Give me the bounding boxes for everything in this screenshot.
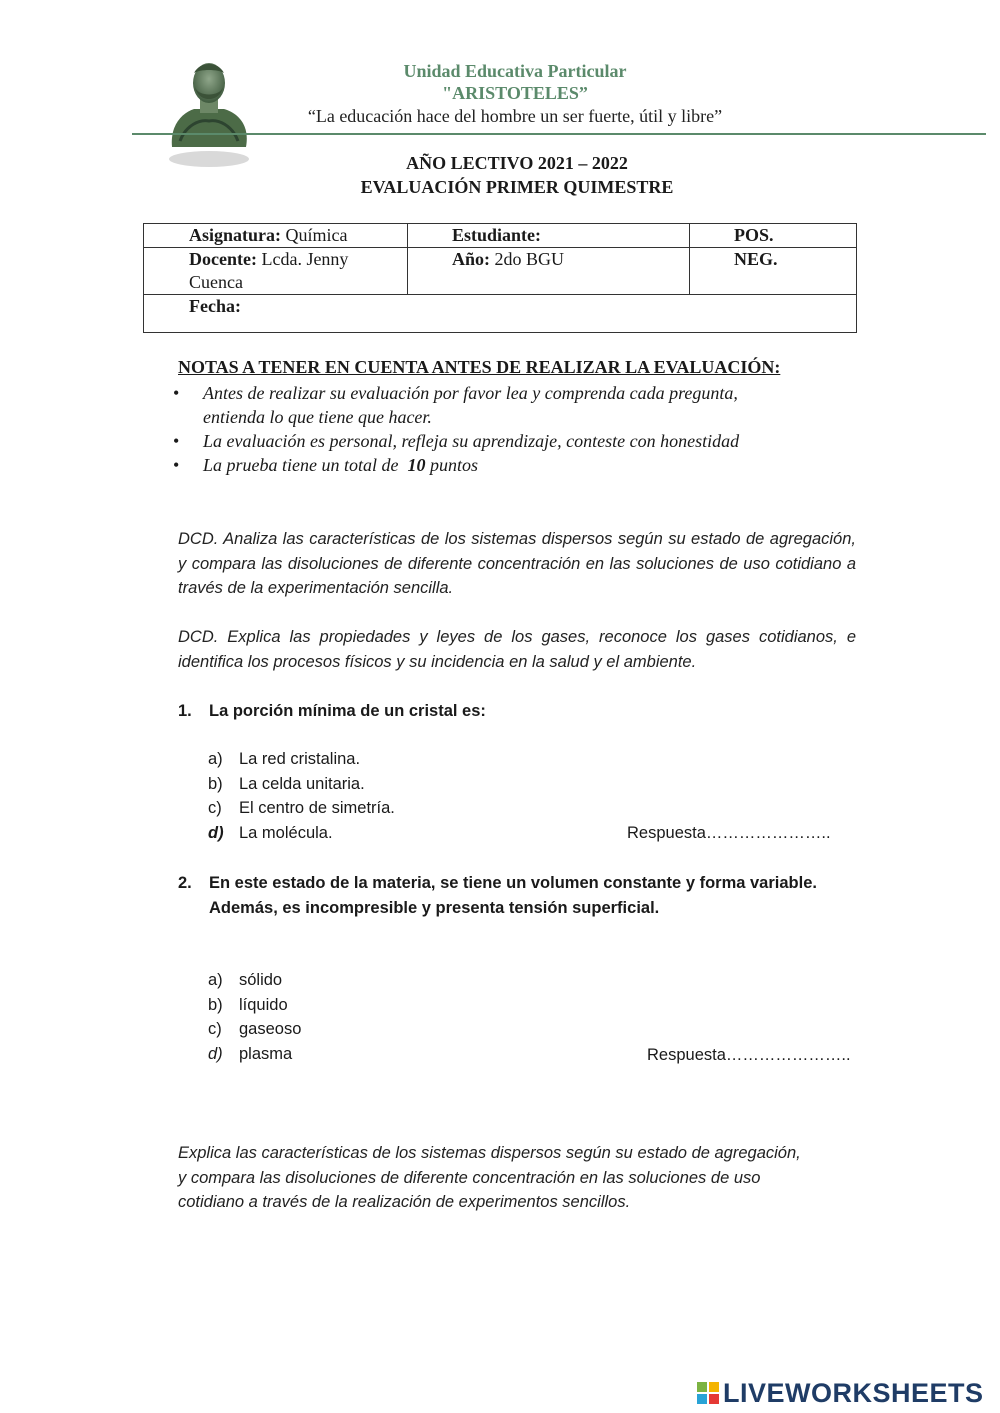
note-item — [170, 429, 860, 453]
subject-value: Química — [281, 225, 348, 245]
brand-name: LIVEWORKSHEETS — [723, 1378, 984, 1408]
student-cell[interactable] — [452, 224, 541, 247]
teacher-cell — [189, 248, 399, 294]
table-divider — [144, 294, 856, 295]
question-text — [178, 871, 868, 920]
question-text-line1: En este estado de la materia, se tiene un volumen constante y forma variable. — [209, 874, 817, 892]
school-motto: “La educación hace del hombre un ser fuerte, útil y libre” — [307, 106, 723, 126]
school-name — [330, 60, 700, 104]
table-divider — [407, 224, 408, 294]
liveworksheets-logo-icon — [697, 1382, 719, 1404]
option-item[interactable] — [208, 821, 395, 846]
pos-label: POS. — [734, 225, 774, 245]
paragraph-line: cotidiano a través de la realización de experimentos sencillos. — [178, 1193, 631, 1211]
option-item[interactable] — [208, 1042, 301, 1067]
option-letter: a) — [208, 750, 223, 768]
option-text: líquido — [239, 995, 288, 1014]
option-letter: c) — [208, 1020, 222, 1038]
grade-cell — [452, 248, 564, 271]
question-2 — [178, 871, 868, 920]
question-1 — [178, 699, 868, 724]
paragraph-line: y compara las disoluciones de diferente concentración en las soluciones de uso — [178, 1168, 761, 1187]
question-1-options — [208, 747, 395, 845]
dcd-paragraph-2: DCD. Explica las propiedades y leyes de los gases, reconoce los gases cotidianos, e identifica los procesos físicos y su incidencia en la salud y el ambiente. — [178, 628, 856, 671]
note-text: entienda lo que tiene que hacer. — [203, 407, 432, 427]
table-divider — [689, 224, 690, 294]
option-text: La molécula. — [239, 823, 333, 842]
option-item[interactable] — [208, 796, 395, 821]
option-item[interactable] — [208, 747, 395, 772]
answer-field-1[interactable]: Respuesta………………….. — [627, 824, 831, 842]
option-text: sólido — [239, 971, 283, 989]
notes-title: NOTAS A TENER EN CUENTA ANTES DE REALIZAR LA EVALUACIÓN: — [178, 357, 781, 377]
option-letter: b) — [208, 995, 223, 1014]
note-text: La evaluación es personal, refleja su aprendizaje, conteste con honestidad — [203, 431, 740, 451]
option-item[interactable] — [208, 772, 395, 797]
grade-value: 2do BGU — [490, 249, 565, 269]
option-text: La celda unitaria. — [239, 774, 365, 793]
subject-label: Asignatura: — [189, 225, 282, 245]
option-text: El centro de simetría. — [239, 799, 395, 817]
dcd-paragraph-3 — [178, 1141, 868, 1215]
teacher-value-line2: Cuenca — [189, 272, 243, 292]
question-text-line2: Además, es incompresible y presenta tensión superficial. — [209, 898, 660, 917]
option-item[interactable] — [208, 993, 301, 1018]
school-name-line2: "ARISTOTELES” — [442, 83, 588, 103]
note-text: Antes de realizar su evaluación por favor lea y comprenda cada pregunta, — [203, 383, 738, 403]
notes-list — [170, 381, 860, 477]
option-letter: b) — [208, 774, 223, 793]
pos-cell — [734, 224, 774, 247]
option-text: plasma — [239, 1044, 293, 1063]
neg-label: NEG. — [734, 249, 778, 269]
student-label: Estudiante: — [452, 225, 542, 245]
teacher-label: Docente: — [189, 249, 257, 269]
question-2-options — [208, 968, 301, 1066]
paragraph-line: Explica las características de los sistemas dispersos según su estado de agregación, — [178, 1144, 801, 1162]
grade-label: Año: — [452, 249, 491, 269]
option-item[interactable] — [208, 1017, 301, 1042]
option-letter: c) — [208, 799, 222, 817]
question-text: La porción mínima de un cristal es: — [209, 702, 486, 720]
total-points: 10 — [407, 455, 426, 475]
school-year-title: AÑO LECTIVO 2021 – 2022 — [406, 153, 628, 173]
aristotle-bust-icon — [160, 55, 258, 167]
question-number: 1. — [178, 702, 192, 720]
option-item[interactable] — [208, 968, 301, 993]
student-info-table — [143, 223, 857, 333]
option-letter: d) — [208, 823, 224, 842]
teacher-value: Lcda. Jenny — [256, 249, 349, 269]
option-letter: d) — [208, 1044, 223, 1063]
question-number: 2. — [178, 874, 192, 892]
option-text: gaseoso — [239, 1020, 302, 1038]
neg-cell — [734, 248, 778, 271]
note-text: puntos — [425, 455, 478, 475]
option-text: La red cristalina. — [239, 750, 361, 768]
note-item — [170, 381, 860, 429]
subject-cell — [189, 224, 348, 247]
date-label: Fecha: — [189, 296, 241, 316]
dcd-paragraph-1: DCD. Analiza las características de los sistemas dispersos según su estado de agregación, y compara las disoluciones de diferente concentración en las soluciones de uso cotidiano a través de la experimentación sencilla. — [178, 530, 856, 597]
answer-field-2[interactable]: Respuesta………………….. — [647, 1046, 851, 1064]
date-cell[interactable] — [189, 295, 241, 318]
note-item — [170, 453, 860, 477]
exam-title: EVALUACIÓN PRIMER QUIMESTRE — [360, 177, 674, 197]
note-text: La prueba tiene un total de — [203, 455, 408, 475]
header-divider — [132, 133, 986, 135]
option-letter: a) — [208, 971, 223, 989]
school-name-line1: Unidad Educativa Particular — [403, 61, 627, 81]
